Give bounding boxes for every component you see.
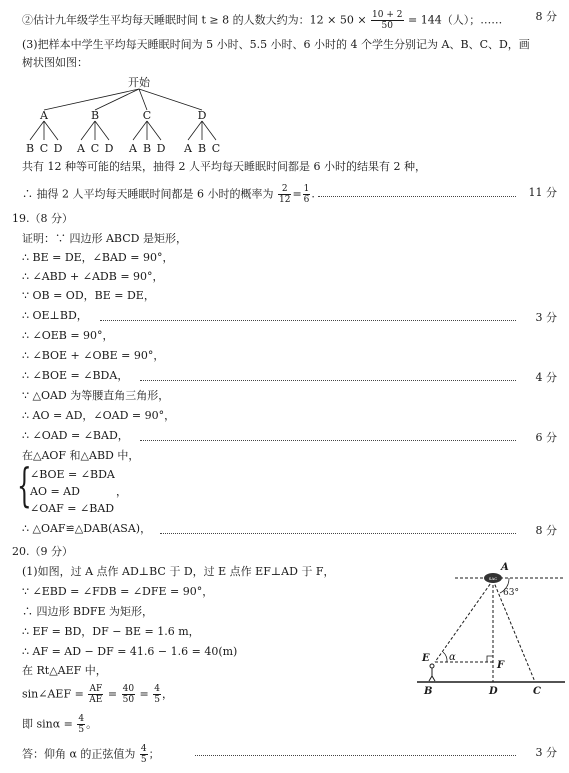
ji-fraction: [77, 714, 85, 735]
score-19-8: 8 分: [535, 524, 557, 537]
fraction-den: 5: [78, 725, 85, 735]
leader-dots: [100, 320, 516, 321]
proof-line: ∴ BE = DE，∠BAD = 90°，: [22, 251, 174, 264]
tree-l2-d1: A: [184, 142, 192, 155]
tree-l2-c3: D: [156, 142, 166, 155]
leader-dots: [195, 755, 516, 756]
fraction-den: 12: [278, 195, 291, 205]
leader-dots: [140, 380, 516, 381]
tree-l1-a: A: [40, 109, 48, 122]
proof-line: ∴ ∠OEB = 90°，: [22, 329, 114, 342]
system-line: ∠OAF = ∠BAD: [30, 502, 115, 515]
tree-l1-c: C: [142, 109, 152, 122]
solution-line: (1)如图，过 A 点作 AD⊥BC 于 D，过 E 点作 EF⊥AD 于 F，: [22, 565, 335, 578]
label-b: B: [424, 686, 433, 697]
balloon-figure: [415, 558, 565, 698]
tree-l2-b2: C: [90, 142, 100, 155]
sine-fraction-3: [153, 684, 161, 705]
fraction-num: 4: [154, 684, 160, 694]
proof-line: ∴ AO = AD，∠OAD = 90°，: [22, 409, 176, 422]
fraction-num: 40: [122, 684, 135, 694]
problem-19-header: 19.（8 分）: [12, 212, 73, 225]
ji-suffix: 。: [86, 717, 98, 731]
probability-fraction-2: [303, 184, 311, 205]
proof-line: ∴ OE⊥BD，: [22, 309, 88, 322]
answer-prefix: 答：仰角 α 的正弦值为: [22, 747, 136, 761]
solution-line: ∴ AF = AD − DF = 41.6 − 1.6 = 40(m): [22, 645, 238, 658]
sine-fraction-2: [122, 684, 135, 705]
fraction-num: 2: [278, 184, 291, 195]
system-comma: ，: [116, 485, 127, 498]
probability-text: ∴ 抽得 2 人平均每天睡眠时间都是 6 小时的概率为: [22, 187, 274, 201]
answer-fraction: [140, 744, 148, 765]
proof-line: ∵ OB = OD，BE = DE，: [22, 289, 155, 302]
sine-equation: sin∠AEF = $\frac{AF}{AE}$ = $\frac{40}{50}$ = $\frac{4}{5}$ ，: [22, 684, 173, 705]
label-c: C: [533, 686, 541, 697]
sine-prefix: sin∠AEF =: [22, 687, 84, 701]
leader-dots: [318, 196, 516, 197]
tree-l2-d3: C: [211, 142, 221, 155]
tree-l2-d2: B: [197, 142, 207, 155]
proof-line: 在△AOF 和△ABD 中，: [22, 449, 140, 462]
proof-line: 证明：∵ 四边形 ABCD 是矩形，: [22, 232, 187, 245]
problem-20-header: 20.（9 分）: [12, 545, 73, 558]
label-a: A: [501, 562, 509, 573]
probability-line: ∴ 抽得 2 人平均每天睡眠时间都是 6 小时的概率为 $\frac{2}{12}$ = $\frac{1}{6}$ .: [22, 184, 315, 205]
label-e: E: [422, 653, 430, 664]
fraction-den: 6: [303, 195, 310, 205]
solution-line: ∵ ∠EBD = ∠FDB = ∠DFE = 90°，: [22, 585, 214, 598]
solution-line: ∴ EF = BD，DF − BE = 1.6 m，: [22, 625, 200, 638]
angle-alpha: α: [449, 652, 456, 663]
label-d: D: [489, 686, 498, 697]
fraction-num: 4: [78, 714, 85, 724]
fraction-den: 50: [122, 695, 135, 705]
score-19-3: 3 分: [535, 311, 557, 324]
leader-dots: [140, 440, 516, 441]
balloon-label: SAC: [488, 576, 498, 581]
tree-l2-a3: D: [53, 142, 63, 155]
system-line: ∠BOE = ∠BDA: [30, 468, 115, 481]
estimate-text-b: = 144（人）；……: [408, 13, 503, 27]
proof-conclusion: ∴ △OAF≌△DAB(ASA)，: [22, 522, 152, 535]
system-line: AO = AD: [30, 485, 80, 498]
tree-root: 开始: [128, 76, 150, 89]
score-probability: 11 分: [528, 186, 557, 199]
solution-line: ∴ 四边形 BDFE 为矩形，: [22, 605, 154, 618]
sine-suffix: ，: [162, 687, 173, 701]
fraction-den: 5: [140, 755, 147, 765]
solution-line: 在 Rt△AEF 中，: [22, 664, 107, 677]
tree-l1-d: D: [197, 109, 207, 122]
estimate-fraction-denominator: 50: [381, 21, 393, 31]
estimate-fraction: [371, 10, 403, 31]
tree-l2-a2: C: [39, 142, 49, 155]
tree-l2-a1: B: [25, 142, 35, 155]
sine-fraction-1: [88, 684, 103, 705]
answer-suffix: ；: [148, 747, 160, 761]
q3-line-2: 树状图如图：: [22, 56, 88, 69]
estimate-fraction-numerator: 10 + 2: [372, 10, 403, 20]
tree-l2-c1: A: [129, 142, 137, 155]
leader-dots: [160, 533, 516, 534]
score-20-3: 3 分: [535, 746, 557, 759]
ji-line: [22, 714, 97, 735]
score-19-4: 4 分: [535, 371, 557, 384]
score-19-6: 6 分: [535, 431, 557, 444]
q3-line-1: (3)把样本中学生平均每天睡眠时间为 5 小时、5.5 小时、6 小时的 4 个学生分别记为 A、B、C、D，画: [22, 38, 530, 51]
tree-l2-b1: A: [77, 142, 85, 155]
label-f: F: [497, 660, 505, 671]
tree-diagram: [22, 72, 252, 162]
observer-icon: [429, 664, 435, 681]
proof-line: ∴ ∠BOE = ∠BDA，: [22, 369, 129, 382]
fraction-den: AE: [89, 695, 103, 705]
estimate-text-a: ②估计九年级学生平均每天睡眠时间 t ≥ 8 的人数大约为：12 × 50 ×: [22, 13, 367, 27]
tree-l2-c2: B: [142, 142, 152, 155]
score-estimate: 8 分: [535, 10, 557, 23]
tree-l1-b: B: [90, 109, 100, 122]
system-brace: {: [17, 458, 32, 512]
fraction-den: 5: [154, 695, 160, 705]
proof-line: ∵ △OAD 为等腰直角三角形，: [22, 389, 170, 402]
ji-prefix: 即 sinα =: [22, 717, 73, 731]
proof-line: ∴ ∠BOE + ∠OBE = 90°，: [22, 349, 165, 362]
proof-line: ∴ ∠ABD + ∠ADB = 90°，: [22, 270, 164, 283]
answer-line: [22, 744, 160, 765]
fraction-num: AF: [89, 684, 103, 694]
tree-l2-b3: D: [104, 142, 114, 155]
fraction-num: 1: [303, 184, 310, 194]
probability-fraction-1: [278, 184, 291, 205]
estimate-line: [22, 10, 502, 31]
fraction-num: 4: [140, 744, 147, 754]
total-outcomes-line: 共有 12 种等可能的结果，抽得 2 人平均每天睡眠时间都是 6 小时的结果有 2 种，: [22, 160, 426, 173]
proof-line: ∴ ∠OAD = ∠BAD，: [22, 429, 129, 442]
angle-63: 63°: [503, 588, 519, 598]
